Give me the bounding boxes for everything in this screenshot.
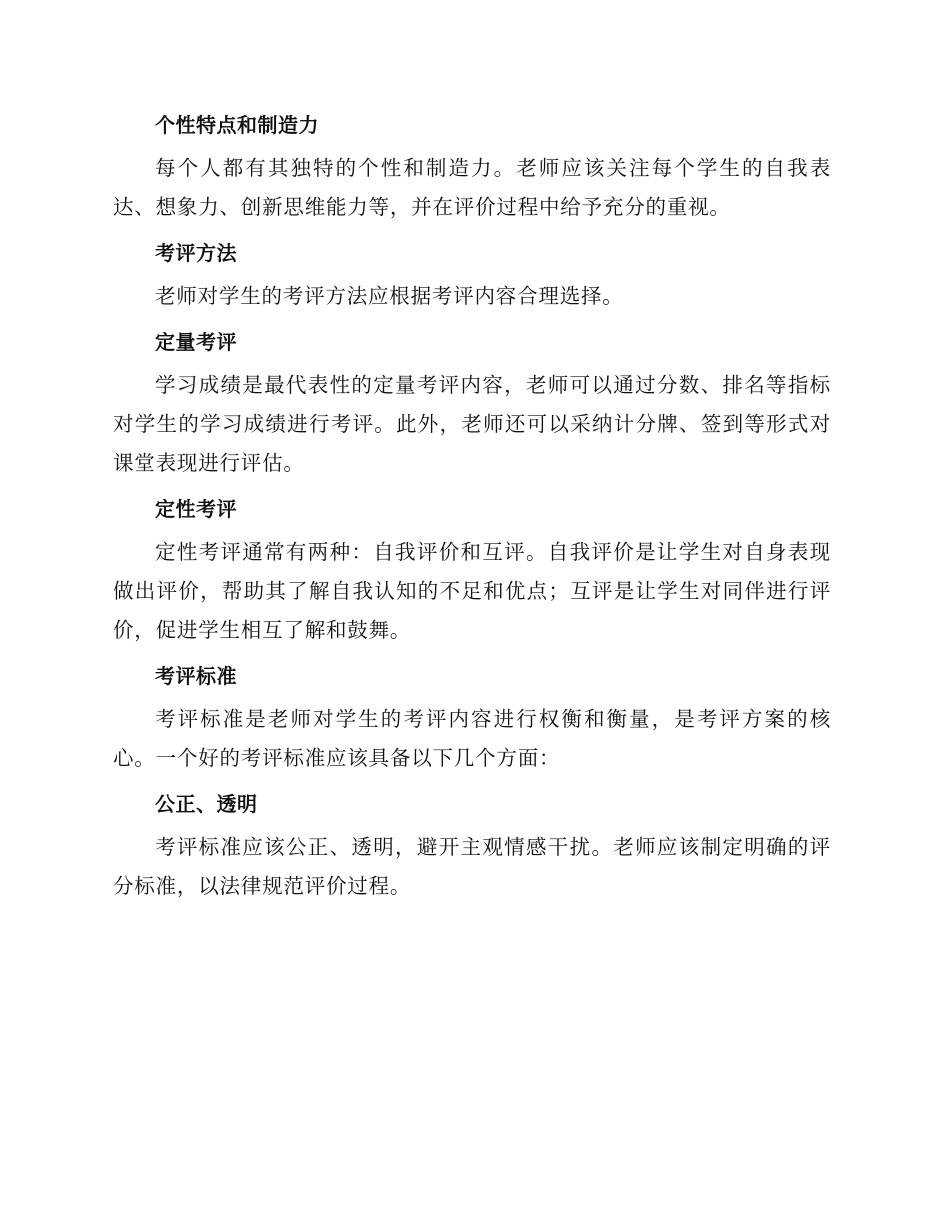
section-heading-quantitative: 定量考评 xyxy=(155,330,237,354)
section-paragraph-assessment-methods: 老师对学生的考评方法应根据考评内容合理选择。 xyxy=(155,284,624,308)
section-heading-assessment-methods: 考评方法 xyxy=(155,241,237,265)
section-heading-fairness: 公正、透明 xyxy=(155,792,258,816)
section-heading-standards: 考评标准 xyxy=(155,664,237,688)
section-heading-individuality: 个性特点和制造力 xyxy=(155,113,319,137)
section-paragraph-standards: 考评标准是老师对学生的考评内容进行权衡和衡量，是考评方案的核心。一个好的考评标准应该具备以下几个方面： xyxy=(113,707,831,770)
section-paragraph-fairness: 考评标准应该公正、透明，避开主观情感干扰。老师应该制定明确的评分标准，以法律规范评价过程。 xyxy=(113,835,831,898)
section-paragraph-individuality: 每个人都有其独特的个性和制造力。老师应该关注每个学生的自我表达、想象力、创新思维能力等，并在评价过程中给予充分的重视。 xyxy=(113,156,831,219)
document-body xyxy=(113,103,831,916)
section-paragraph-quantitative: 学习成绩是最代表性的定量考评内容，老师可以通过分数、排名等指标对学生的学习成绩进行考评。此外，老师还可以采纳计分牌、签到等形式对课堂表现进行评估。 xyxy=(113,373,831,475)
section-heading-qualitative: 定性考评 xyxy=(155,497,237,521)
section-paragraph-qualitative: 定性考评通常有两种：自我评价和互评。自我评价是让学生对自身表现做出评价，帮助其了解自我认知的不足和优点；互评是让学生对同伴进行评价，促进学生相互了解和鼓舞。 xyxy=(113,540,831,642)
